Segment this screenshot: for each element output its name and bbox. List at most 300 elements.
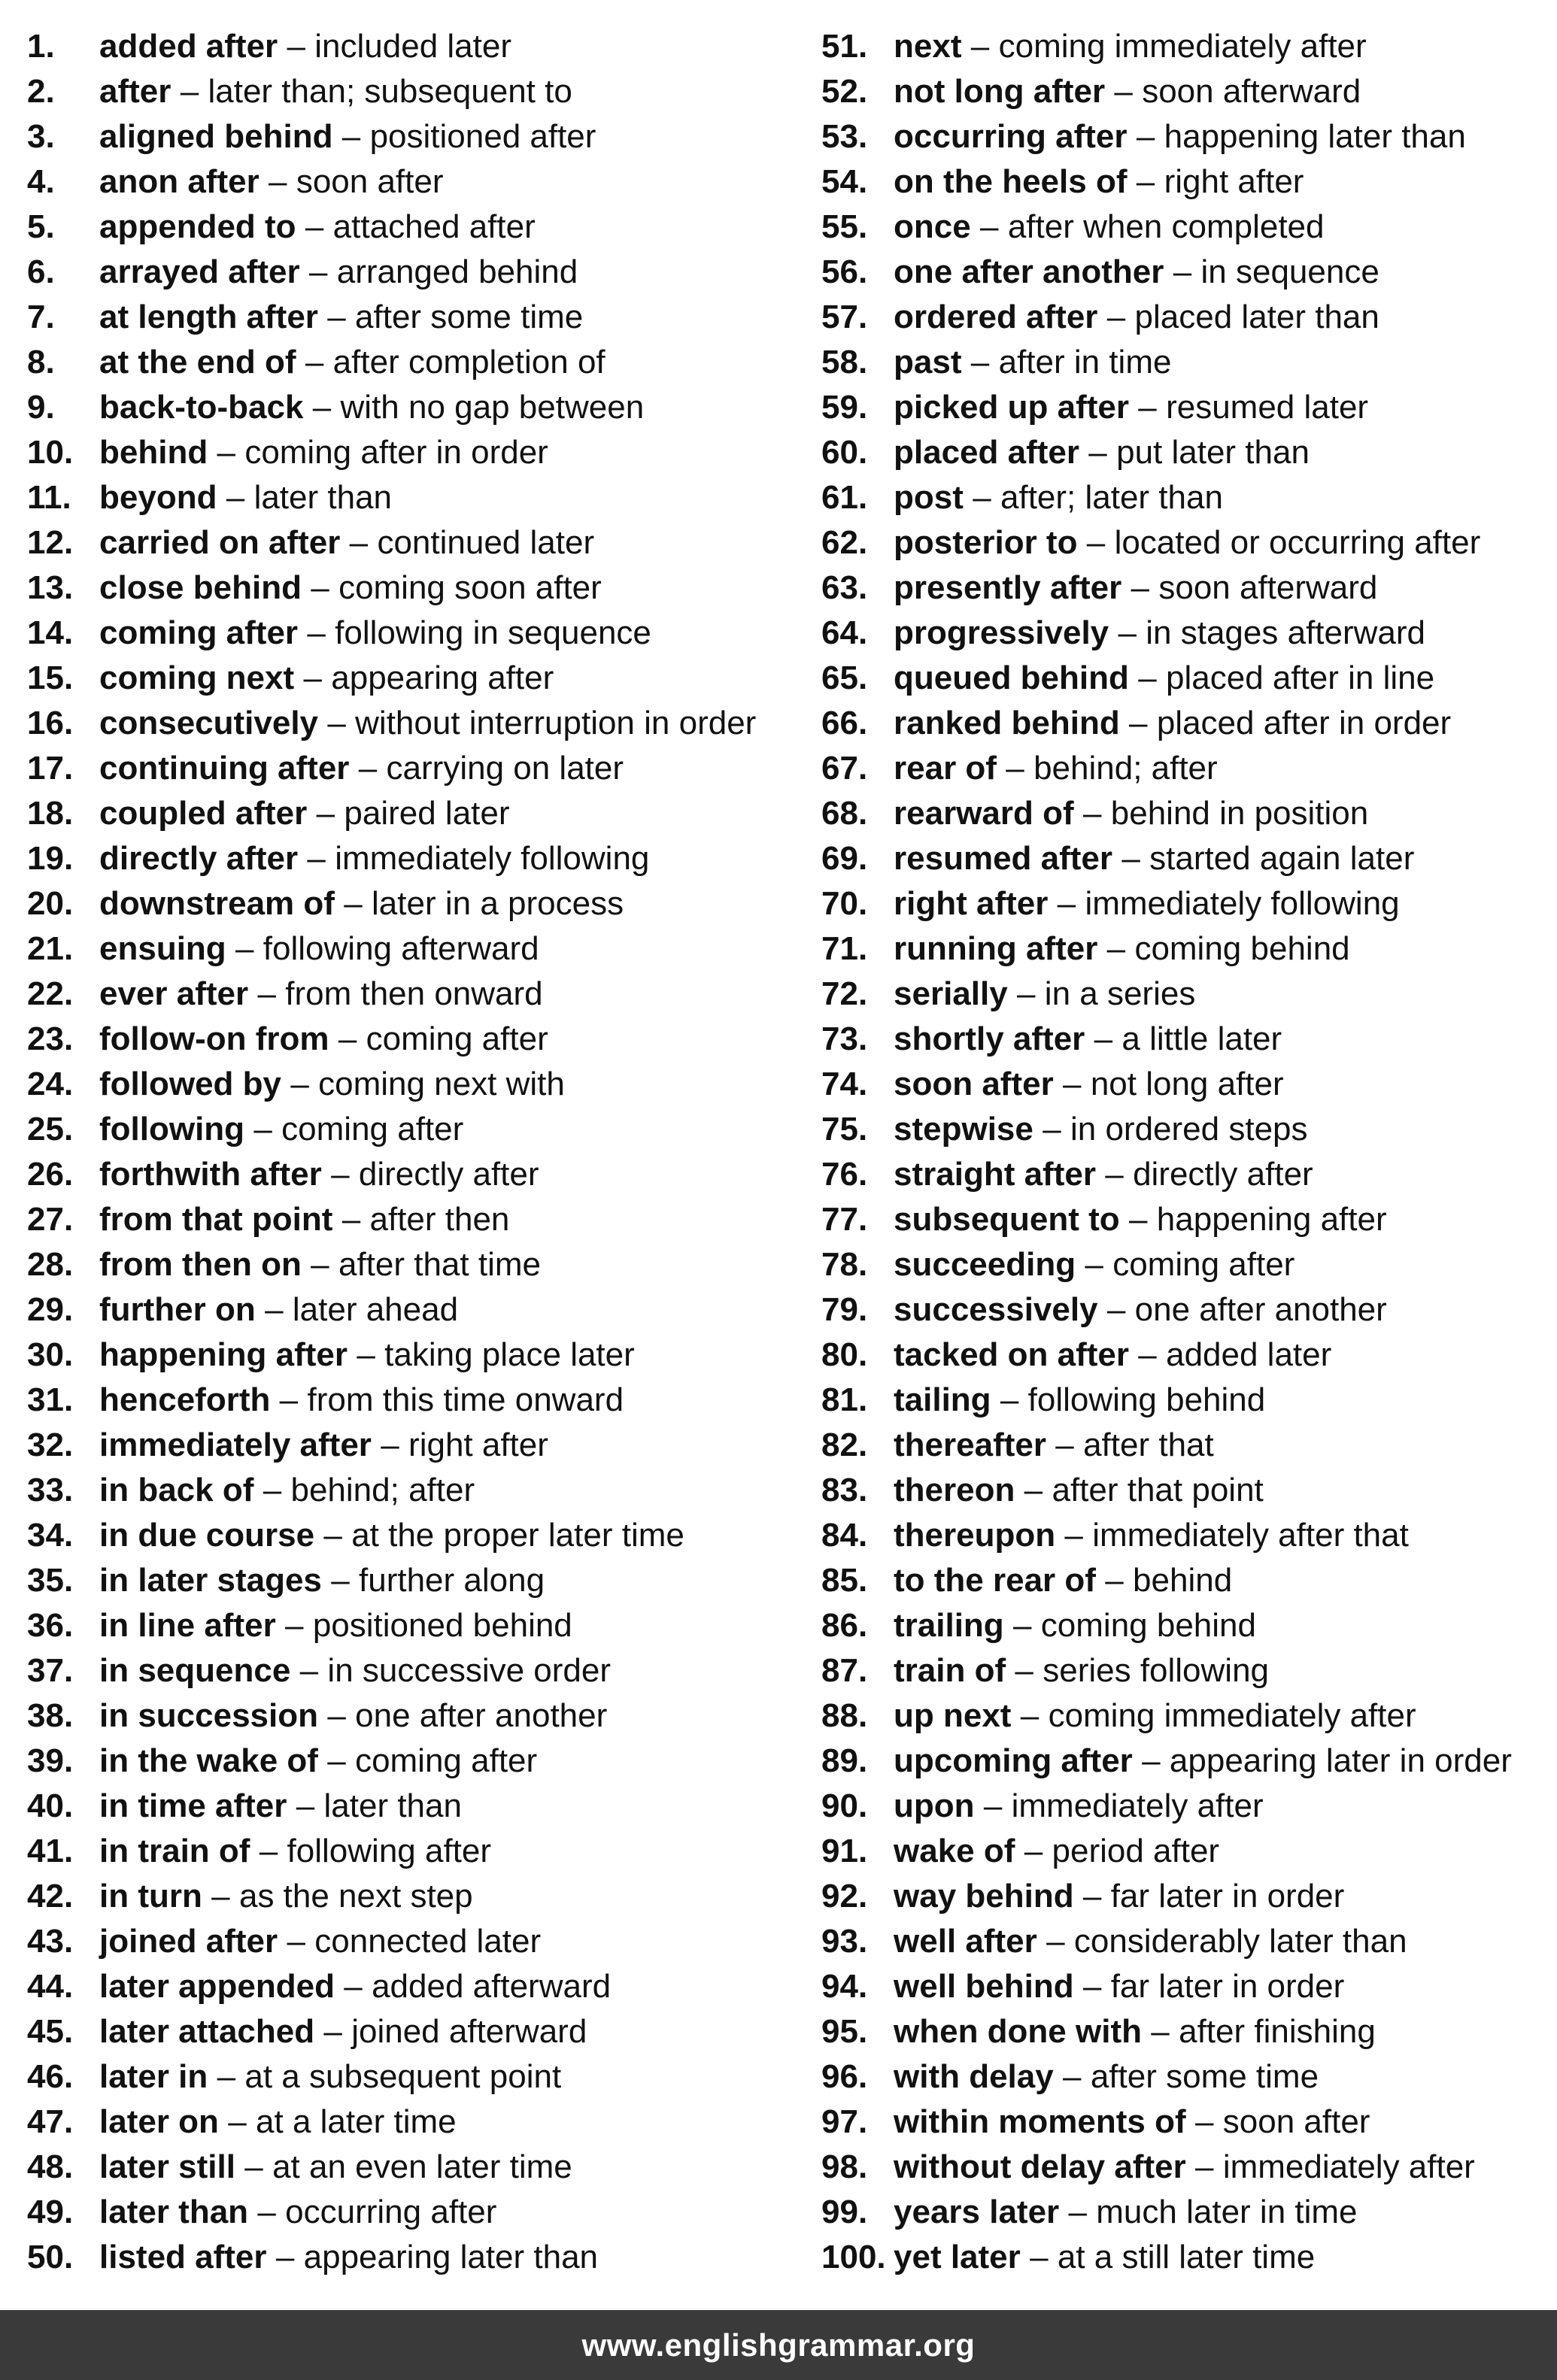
item-term: soon after: [894, 1066, 1054, 1102]
list-item: [27, 1107, 809, 1152]
item-separator: –: [287, 1923, 305, 1960]
item-term: directly after: [99, 840, 299, 877]
item-term: up next: [894, 1697, 1012, 1734]
item-definition: taking place later: [384, 1336, 635, 1373]
item-term: picked up after: [894, 389, 1129, 426]
item-term: queued behind: [894, 659, 1129, 696]
item-definition: immediately following: [335, 840, 650, 877]
list-item: [821, 24, 1557, 69]
list-item: [27, 520, 809, 565]
item-separator: –: [1195, 2148, 1214, 2185]
item-definition: from this time onward: [307, 1381, 624, 1418]
item-number: 1.: [27, 28, 55, 65]
item-term: behind: [99, 434, 208, 471]
list-item: [27, 1513, 809, 1558]
item-definition: later than: [323, 1787, 462, 1824]
item-number: 51.: [821, 28, 868, 65]
item-term: coming next: [99, 659, 295, 696]
list-item: [27, 250, 809, 295]
item-definition: not long after: [1090, 1066, 1284, 1102]
item-separator: –: [305, 344, 324, 380]
item-term: in train of: [99, 1833, 250, 1869]
list-item: [27, 1558, 809, 1603]
list-item: [821, 1964, 1557, 2009]
item-term: straight after: [894, 1156, 1096, 1193]
item-number: 81.: [821, 1381, 868, 1418]
item-definition: added later: [1166, 1336, 1332, 1373]
list-item: [27, 1693, 809, 1739]
item-term: not long after: [894, 73, 1106, 110]
item-definition: at an even later time: [272, 2148, 572, 2185]
item-definition: at a subsequent point: [244, 2058, 562, 2095]
list-item: [821, 2054, 1557, 2100]
item-term: on the heels of: [894, 163, 1128, 200]
list-item: [821, 250, 1557, 295]
list-item: [27, 24, 809, 69]
item-separator: –: [1006, 750, 1024, 787]
item-term: subsequent to: [894, 1201, 1120, 1238]
item-term: carried on after: [99, 524, 341, 561]
list-item: [27, 881, 809, 926]
item-separator: –: [312, 389, 332, 426]
item-term: once: [894, 208, 971, 245]
item-definition: occurring after: [285, 2194, 497, 2230]
item-term: way behind: [894, 1878, 1074, 1915]
list-item: [27, 69, 809, 114]
list-item: [821, 1287, 1557, 1332]
item-term: ordered after: [894, 299, 1098, 335]
item-separator: –: [1030, 2239, 1049, 2275]
item-term: shortly after: [894, 1020, 1085, 1057]
item-term: close behind: [99, 569, 302, 606]
item-term: coming after: [99, 614, 299, 651]
item-separator: –: [180, 73, 199, 110]
item-definition: after some time: [355, 299, 584, 335]
item-definition: after finishing: [1179, 2013, 1376, 2050]
item-separator: –: [1024, 1833, 1043, 1869]
item-term: resumed after: [894, 840, 1113, 877]
item-term: progressively: [894, 614, 1109, 651]
item-separator: –: [327, 299, 346, 335]
item-separator: –: [1142, 1742, 1161, 1779]
item-separator: –: [257, 975, 276, 1012]
list-item: [821, 1558, 1557, 1603]
item-separator: –: [970, 344, 990, 380]
item-separator: –: [331, 1156, 350, 1193]
item-definition: soon afterward: [1142, 73, 1361, 110]
item-number: 29.: [27, 1291, 74, 1328]
item-separator: –: [299, 1652, 319, 1689]
item-definition: in sequence: [1200, 253, 1379, 290]
list-item: [27, 430, 809, 475]
item-separator: –: [305, 208, 324, 245]
item-term: train of: [894, 1652, 1006, 1689]
list-item: [27, 2100, 809, 2145]
item-number: 59.: [821, 389, 868, 426]
item-number: 15.: [27, 659, 74, 696]
item-number: 57.: [821, 299, 868, 335]
item-separator: –: [235, 930, 254, 967]
word-list-column-right: [821, 24, 1557, 2280]
item-term: rearward of: [894, 795, 1074, 832]
list-item: [821, 159, 1557, 205]
item-definition: after; later than: [1000, 479, 1223, 516]
item-separator: –: [1088, 434, 1107, 471]
item-term: succeeding: [894, 1246, 1076, 1283]
item-term: past: [894, 344, 962, 380]
list-item: [821, 656, 1557, 701]
item-number: 4.: [27, 163, 55, 200]
item-number: 24.: [27, 1066, 74, 1102]
item-definition: after then: [369, 1201, 510, 1238]
item-number: 52.: [821, 73, 868, 110]
item-separator: –: [327, 1742, 346, 1779]
list-item: [27, 1964, 809, 2009]
item-separator: –: [217, 2058, 236, 2095]
list-item: [27, 2054, 809, 2100]
item-definition: appearing later in order: [1169, 1742, 1512, 1779]
list-item: [821, 2235, 1557, 2280]
item-term: added after: [99, 28, 278, 65]
item-definition: in successive order: [327, 1652, 612, 1689]
item-definition: in stages afterward: [1146, 614, 1426, 651]
list-item: [821, 1242, 1557, 1287]
item-term: upon: [894, 1787, 975, 1824]
list-item: [821, 520, 1557, 565]
item-separator: –: [1063, 1066, 1082, 1102]
footer-bar: [0, 2310, 1557, 2380]
item-number: 32.: [27, 1426, 74, 1463]
item-definition: paired later: [344, 795, 510, 832]
item-term: from then on: [99, 1246, 302, 1283]
item-term: when done with: [894, 2013, 1142, 2050]
item-term: within moments of: [894, 2103, 1186, 2140]
item-definition: coming behind: [1040, 1607, 1256, 1644]
item-number: 74.: [821, 1066, 868, 1102]
item-definition: after when completed: [1007, 208, 1325, 245]
item-number: 76.: [821, 1156, 868, 1193]
item-term: thereafter: [894, 1426, 1046, 1463]
item-term: presently after: [894, 569, 1122, 606]
item-separator: –: [1085, 1246, 1103, 1283]
item-number: 49.: [27, 2194, 74, 2230]
list-item: [27, 611, 809, 656]
item-number: 84.: [821, 1517, 868, 1554]
item-term: followed by: [99, 1066, 281, 1102]
item-number: 22.: [27, 975, 74, 1012]
item-number: 17.: [27, 750, 74, 787]
item-term: thereupon: [894, 1517, 1056, 1554]
item-separator: –: [349, 524, 369, 561]
item-separator: –: [287, 28, 305, 65]
item-term: back-to-back: [99, 389, 304, 426]
item-separator: –: [1024, 1472, 1043, 1508]
item-definition: after that: [1083, 1426, 1214, 1463]
list-item: [821, 475, 1557, 520]
item-term: further on: [99, 1291, 256, 1328]
item-separator: –: [344, 885, 363, 922]
item-definition: as the next step: [238, 1878, 473, 1915]
item-term: to the rear of: [894, 1562, 1096, 1599]
item-separator: –: [331, 1562, 350, 1599]
item-separator: –: [327, 705, 346, 741]
item-term: upcoming after: [894, 1742, 1133, 1779]
list-item: [27, 746, 809, 791]
list-item: [27, 2145, 809, 2190]
list-item: [27, 205, 809, 250]
item-definition: soon after: [1222, 2103, 1370, 2140]
item-term: ensuing: [99, 930, 226, 967]
list-item: [27, 1152, 809, 1197]
item-separator: –: [1046, 1923, 1065, 1960]
item-separator: –: [970, 28, 990, 65]
item-definition: at a later time: [256, 2103, 457, 2140]
item-definition: coming after in order: [244, 434, 548, 471]
item-term: ever after: [99, 975, 249, 1012]
item-definition: directly after: [1133, 1156, 1313, 1193]
item-number: 88.: [821, 1697, 868, 1734]
item-definition: after that time: [338, 1246, 541, 1283]
item-separator: –: [323, 1517, 342, 1554]
item-number: 20.: [27, 885, 74, 922]
item-term: post: [894, 479, 964, 516]
list-item: [27, 1332, 809, 1378]
item-number: 71.: [821, 930, 868, 967]
item-term: tailing: [894, 1381, 991, 1418]
item-definition: without interruption in order: [355, 705, 757, 741]
item-term: listed after: [99, 2239, 267, 2275]
item-number: 44.: [27, 1968, 74, 2005]
item-number: 38.: [27, 1697, 74, 1734]
item-term: thereon: [894, 1472, 1015, 1508]
item-number: 10.: [27, 434, 74, 471]
item-definition: continued later: [377, 524, 595, 561]
list-item: [27, 1919, 809, 1964]
list-item: [821, 565, 1557, 611]
list-item: [821, 1197, 1557, 1242]
item-separator: –: [1063, 2058, 1082, 2095]
item-number: 42.: [27, 1878, 74, 1915]
item-separator: –: [1114, 73, 1133, 110]
item-separator: –: [244, 2148, 263, 2185]
item-separator: –: [228, 2103, 247, 2140]
item-number: 82.: [821, 1426, 868, 1463]
item-definition: placed after in line: [1166, 659, 1435, 696]
item-term: later than: [99, 2194, 249, 2230]
item-term: placed after: [894, 434, 1079, 471]
item-number: 27.: [27, 1201, 74, 1238]
item-definition: immediately after: [1011, 1787, 1264, 1824]
list-item: [821, 1468, 1557, 1513]
list-item: [27, 1423, 809, 1468]
item-number: 21.: [27, 930, 74, 967]
item-definition: coming immediately after: [1048, 1697, 1416, 1734]
item-number: 61.: [821, 479, 868, 516]
item-term: following: [99, 1111, 245, 1148]
list-item: [821, 1874, 1557, 1919]
list-item: [27, 1287, 809, 1332]
item-separator: –: [1020, 1697, 1040, 1734]
item-term: happening after: [99, 1336, 348, 1373]
item-separator: –: [1082, 1878, 1102, 1915]
list-item: [27, 791, 809, 836]
item-definition: placed later than: [1134, 299, 1379, 335]
item-number: 36.: [27, 1607, 74, 1644]
item-definition: one after another: [1134, 1291, 1387, 1328]
list-item: [27, 1784, 809, 1829]
item-separator: –: [1151, 2013, 1170, 2050]
item-separator: –: [259, 1833, 278, 1869]
list-item: [821, 340, 1557, 385]
item-definition: following after: [287, 1833, 492, 1869]
list-item: [821, 1693, 1557, 1739]
item-separator: –: [311, 569, 329, 606]
item-separator: –: [1105, 1156, 1124, 1193]
item-separator: –: [307, 614, 326, 651]
item-number: 87.: [821, 1652, 868, 1689]
list-item: [821, 205, 1557, 250]
item-definition: immediately after that: [1092, 1517, 1409, 1554]
item-number: 45.: [27, 2013, 74, 2050]
item-term: in succession: [99, 1697, 319, 1734]
item-number: 67.: [821, 750, 868, 787]
item-term: in sequence: [99, 1652, 291, 1689]
list-item: [27, 475, 809, 520]
list-item: [27, 2235, 809, 2280]
item-separator: –: [1136, 163, 1155, 200]
item-separator: –: [1106, 930, 1126, 967]
item-definition: series following: [1043, 1652, 1270, 1689]
item-number: 73.: [821, 1020, 868, 1057]
list-item: [27, 656, 809, 701]
list-item: [27, 1874, 809, 1919]
item-number: 70.: [821, 885, 868, 922]
item-term: well after: [894, 1923, 1037, 1960]
list-item: [27, 836, 809, 881]
item-term: at the end of: [99, 344, 296, 380]
item-definition: carrying on later: [386, 750, 624, 787]
item-separator: –: [1138, 659, 1157, 696]
item-definition: coming soon after: [338, 569, 602, 606]
item-definition: joined afterward: [351, 2013, 587, 2050]
item-term: consecutively: [99, 705, 319, 741]
item-separator: –: [1055, 1426, 1074, 1463]
item-number: 30.: [27, 1336, 74, 1373]
item-separator: –: [1194, 2103, 1214, 2140]
item-separator: –: [226, 479, 245, 516]
item-definition: happening later than: [1164, 118, 1466, 155]
item-number: 91.: [821, 1833, 868, 1869]
item-definition: after some time: [1090, 2058, 1319, 2095]
item-definition: coming behind: [1134, 930, 1350, 967]
item-definition: after completion of: [332, 344, 606, 380]
list-item: [27, 385, 809, 430]
item-number: 86.: [821, 1607, 868, 1644]
item-term: next: [894, 28, 962, 65]
item-number: 83.: [821, 1472, 868, 1508]
item-number: 47.: [27, 2103, 74, 2140]
item-separator: –: [263, 1472, 282, 1508]
item-term: from that point: [99, 1201, 333, 1238]
item-term: with delay: [894, 2058, 1054, 2095]
item-separator: –: [341, 118, 361, 155]
item-number: 37.: [27, 1652, 74, 1689]
item-definition: after in time: [998, 344, 1172, 380]
item-number: 8.: [27, 344, 55, 380]
website-url[interactable]: www.englishgrammar.org: [581, 2327, 976, 2363]
list-item: [821, 1017, 1557, 1062]
item-term: later on: [99, 2103, 219, 2140]
list-item: [821, 746, 1557, 791]
item-definition: soon after: [296, 163, 444, 200]
item-separator: –: [1082, 795, 1102, 832]
list-item: [821, 1603, 1557, 1648]
item-definition: a little later: [1121, 1020, 1282, 1057]
item-number: 50.: [27, 2239, 74, 2275]
item-separator: –: [265, 1291, 284, 1328]
item-number: 63.: [821, 569, 868, 606]
item-number: 16.: [27, 705, 74, 741]
item-number: 93.: [821, 1923, 868, 1960]
list-item: [27, 1739, 809, 1784]
item-term: well behind: [894, 1968, 1074, 2005]
item-definition: arranged behind: [336, 253, 578, 290]
item-term: wake of: [894, 1833, 1015, 1869]
list-item: [821, 295, 1557, 340]
item-term: downstream of: [99, 885, 335, 922]
item-separator: –: [269, 163, 287, 200]
item-number: 94.: [821, 1968, 868, 2005]
item-term: right after: [894, 885, 1049, 922]
list-item: [821, 836, 1557, 881]
item-separator: –: [279, 1381, 299, 1418]
list-item: [27, 1197, 809, 1242]
list-item: [821, 791, 1557, 836]
item-definition: right after: [1164, 163, 1304, 200]
item-separator: –: [1068, 2194, 1087, 2230]
item-term: later in: [99, 2058, 208, 2095]
item-separator: –: [1129, 1201, 1148, 1238]
list-item: [27, 1829, 809, 1874]
item-definition: connected later: [314, 1923, 542, 1960]
item-definition: one after another: [355, 1697, 608, 1734]
item-number: 65.: [821, 659, 868, 696]
item-number: 23.: [27, 1020, 74, 1057]
item-separator: –: [1000, 1381, 1019, 1418]
item-term: serially: [894, 975, 1008, 1012]
item-number: 99.: [821, 2194, 868, 2230]
item-definition: from then onward: [285, 975, 543, 1012]
list-item: [27, 1017, 809, 1062]
item-term: joined after: [99, 1923, 278, 1960]
item-separator: –: [253, 1111, 272, 1148]
item-definition: later ahead: [292, 1291, 459, 1328]
list-item: [27, 1648, 809, 1693]
item-definition: positioned after: [369, 118, 596, 155]
item-definition: started again later: [1149, 840, 1415, 877]
item-number: 85.: [821, 1562, 868, 1599]
list-item: [821, 701, 1557, 746]
item-definition: at a still later time: [1057, 2239, 1316, 2275]
item-number: 90.: [821, 1787, 868, 1824]
list-item: [821, 1919, 1557, 1964]
item-separator: –: [1136, 118, 1155, 155]
list-item: [821, 972, 1557, 1017]
item-number: 26.: [27, 1156, 74, 1193]
item-number: 18.: [27, 795, 74, 832]
item-number: 35.: [27, 1562, 74, 1599]
item-definition: following in sequence: [335, 614, 651, 651]
